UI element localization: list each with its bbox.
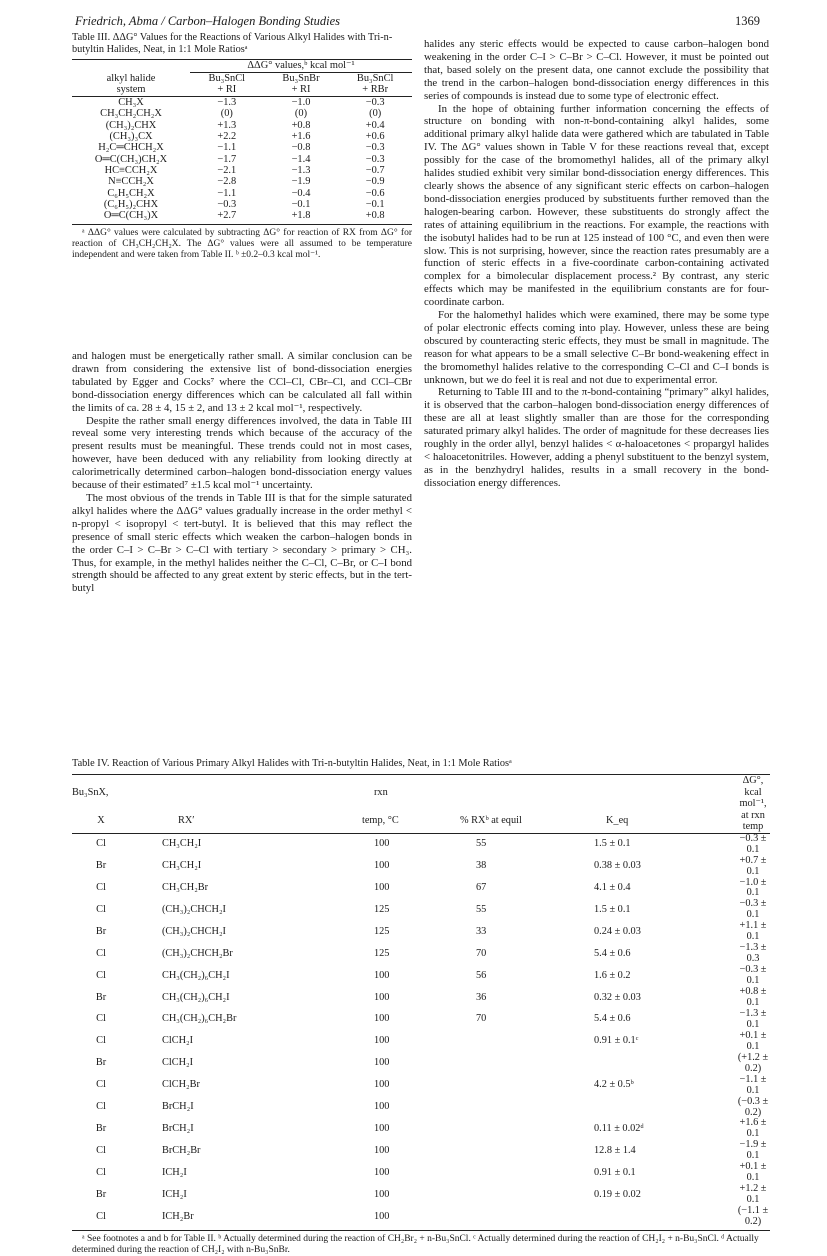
table4-header: ΔG°, kcal mol⁻¹, [739,775,767,810]
table4-pct: 70 [476,1013,487,1025]
table4-temp: 100 [374,1079,390,1091]
table4-row [72,1206,770,1228]
table4-dg: +0.8 ± 0.1 [739,986,767,1008]
table4-header: K_eq [606,815,629,827]
table4-temp: 100 [374,860,390,872]
table4-dg: −1.1 ± 0.1 [739,1073,767,1096]
table3-reagent-sub: + RI [291,84,311,96]
table4-keq [542,1053,736,1075]
table3-system: (C₆H₅)₂CHX [103,199,159,210]
table4-temp: 100 [374,1013,390,1025]
table3-col-label: system [116,84,146,96]
table3-value: −2.8 [217,176,237,188]
table4-keq: 5.4 ± 0.6 [594,947,631,959]
table4-pct: 38 [476,860,487,872]
table4-pct [442,1053,542,1075]
table3-value: (0) [294,108,308,120]
table4-x: Cl [96,1035,106,1047]
table4-row [72,856,770,878]
table4-temp: 125 [374,947,390,959]
table4-pct: 70 [476,947,487,959]
table4-rx: ICH₂Br [162,1210,194,1222]
table4-temp: 100 [374,838,390,850]
table4-temp: 125 [374,903,390,915]
table4-row [72,943,770,965]
table3-row [72,165,412,176]
table4-dg: +0.7 ± 0.1 [739,854,767,877]
table4-x: Br [95,991,107,1003]
table4-keq: 12.8 ± 1.4 [594,1144,636,1156]
table3-system: (CH₃)₂CHX [105,119,157,131]
table3-value: −0.3 [365,142,385,154]
table4-temp: 100 [374,991,390,1003]
table4-row [72,1118,770,1140]
running-title: Friedrich, Abma / Carbon–Halogen Bonding Studies [75,14,341,28]
table4-dg: −1.9 ± 0.1 [739,1139,767,1162]
table3-value: +2.2 [217,130,237,142]
table4-rx: ClCH₂Br [162,1079,200,1091]
table3-value: +0.4 [365,119,385,131]
table4-header: temp, °C [362,815,399,827]
table3-reagent: Bu₃SnBr [282,72,320,84]
table3-value: +0.8 [365,210,385,222]
table4-temp: 100 [374,1035,390,1047]
table3-reagent-sub: + RBr [362,84,389,96]
table4-dg: +1.1 ± 0.1 [739,920,767,943]
table4-row [72,833,770,855]
table3-value: −1.3 [291,164,311,176]
table3-value: −0.7 [365,164,385,176]
table4-x: Br [95,1057,107,1069]
table4-x: Cl [96,947,106,959]
table4-keq [542,1097,736,1119]
table4-keq: 0.91 ± 0.1 [594,1166,636,1178]
table4-rx: CH₃CH₂I [162,860,202,872]
paragraph: For the halomethyl halides which were examined, there may be some type of polar electronic effects coming into play. However, unless these are being obscured by counteracting steric effects, they must be small in magnitude. The reason for what appears to be a small selective C–Br bond-weakening effect in the bromomethyl halides relative to the corresponding C–Cl and C–I bonds is unknown, but we do feel it is real and not due to experimental error. [424,309,769,386]
table3-value: +0.6 [365,130,385,142]
table4-row [72,987,770,1009]
table4-header: at rxn temp [741,809,765,833]
table4-header: % RXᵇ at equil [460,815,522,827]
table4-x: Cl [96,903,106,915]
table4-x: Br [95,1122,107,1134]
table4-rx: CH₃(CH₂)₆CH₂I [162,991,230,1003]
table4-pct: 55 [476,903,487,915]
table4-dg: −1.3 ± 0.1 [739,1007,767,1030]
table4-rx: ICH₂I [162,1166,187,1178]
table4-dg: −1.0 ± 0.1 [739,876,767,899]
table3-grid [72,60,412,221]
table3-value: −0.1 [291,199,311,210]
table3-row [72,120,412,131]
table4-pct: 36 [476,991,487,1003]
table3-value: −0.1 [365,199,385,210]
table3-footnote: ᵃ ΔΔG° values were calculated by subtracting ΔG° for reaction of RX from ΔG° for reaction of CH₃CH₂CH₂X. The ΔG° values were all assumed to be temperature independent and were taken from Table II. ᵇ ±0.2–0.3 kcal mol⁻¹. [72,227,412,260]
table3-value: −1.7 [217,153,237,165]
table3-system: N≡CCH₂X [108,176,154,188]
table4-row [72,1162,770,1184]
table3-system: C₆H₅CH₂X [107,187,155,199]
table3-row [72,108,412,119]
table3-value: −1.3 [217,96,237,108]
table4-keq: 0.38 ± 0.03 [594,860,641,872]
table4-temp: 100 [374,969,390,981]
right-column [424,38,769,490]
table4 [72,758,770,1256]
table3-row [72,131,412,142]
table4-row [72,1009,770,1031]
table4-rx: BrCH₂I [162,1101,194,1113]
table4-pct: 33 [476,925,487,937]
table4-temp: 125 [374,925,390,937]
table4-pct [442,1097,542,1119]
table3-value: −1.1 [217,142,237,154]
table3-row [72,188,412,199]
table4-pct [442,1075,542,1097]
table4-header: rxn [374,786,388,798]
table3-value: +0.8 [291,119,311,131]
table3-value: −1.0 [291,96,311,108]
table4-x: Cl [96,1079,106,1091]
table4-keq: 0.19 ± 0.02 [594,1188,641,1200]
table4-temp: 100 [374,1166,390,1178]
table4-temp: 100 [374,1144,390,1156]
table4-dg: +0.1 ± 0.1 [739,1161,767,1184]
table3-value: +1.8 [291,210,311,222]
table4-x: Cl [96,1210,106,1222]
table4-rx: CH₃CH₂I [162,838,202,850]
table4-temp: 100 [374,1057,390,1069]
table3-system: (CH₃)₃CX [109,130,153,142]
table4-keq: 0.11 ± 0.02ᵈ [594,1122,644,1134]
table4-keq: 4.1 ± 0.4 [594,881,631,893]
table3-reagent-sub: + RI [217,84,237,96]
table4-header: RX′ [178,815,195,827]
table4-rx: CH₃(CH₂)₆CH₂Br [162,1013,237,1025]
table3-value: −0.3 [365,153,385,165]
table4-row [72,1053,770,1075]
table4-x: Cl [96,1101,106,1113]
table3-value: −1.9 [291,176,311,188]
table4-rx: ClCH₂I [162,1035,194,1047]
table3-value: −0.3 [365,96,385,108]
table4-pct [442,1031,542,1053]
paragraph: halides any steric effects would be expected to cause carbon–halogen bond weakening in the order C–I > C–Br > C–Cl. However, it must be pointed out that, based solely on the present data, one cannot exclude the possibility that the trend in the carbon–halogen bond-dissociation energy differences in this series of compounds is instead due to some type of electronic effect. [424,38,769,102]
table4-keq: 4.2 ± 0.5ᵇ [594,1079,634,1091]
paragraph: The most obvious of the trends in Table III is that for the simple saturated alkyl halides where the ΔΔG° values gradually increase in the order methyl < n-propyl < isopropyl < tert-butyl. It is believed that this may reflect the presence of small steric effects which weaken the carbon–halogen bonds in the order C–I > C–Br > C–Cl with tertiary > secondary > primary > CH₃. Thus, for example, in the methyl halides neither the C–Cl, C–Br, or C–I bond strength should be affected to any great extent by steric effects, but in the tert-butyl [72,491,412,595]
table4-keq: 1.5 ± 0.1 [594,838,631,850]
table4-x: Cl [96,1144,106,1156]
table4-keq: 1.5 ± 0.1 [594,903,631,915]
table4-rx: (CH₃)₂CHCH₂Br [162,947,233,959]
table3-row [72,96,412,108]
table4-x: Br [95,860,107,872]
table3-row [72,176,412,187]
table3-caption: Table III. ΔΔG° Values for the Reactions of Various Alkyl Halides with Tri-n-butyltin Halides, Neat, in 1:1 Mole Ratiosᵃ [72,32,393,56]
table4-x: Cl [96,1013,106,1025]
table4-pct [442,1140,542,1162]
table4-rx: ICH₂I [162,1188,187,1200]
table3-value: +1.6 [291,130,311,142]
table4-row [72,899,770,921]
table3-value: −1.1 [217,187,237,199]
table4-dg: −0.3 ± 0.1 [739,964,767,987]
table3-system: HC≡CCH₂X [104,164,158,176]
table4-pct: 67 [476,881,487,893]
table4-rx: (CH₃)₂CHCH₂I [162,903,226,915]
table4-row [72,1097,770,1119]
table4-pct [442,1206,542,1228]
table4-temp: 100 [374,881,390,893]
table4-keq: 5.4 ± 0.6 [594,1013,631,1025]
table3-value: +1.3 [217,119,237,131]
table4-x: Br [95,1188,107,1200]
table4-keq: 1.6 ± 0.2 [594,969,631,981]
table4-row [72,1031,770,1053]
table3-reagent: Bu₃SnCl [208,72,246,84]
table4-rx: ClCH₂I [162,1057,194,1069]
table4-dg: (−0.3 ± 0.2) [737,1095,769,1118]
table3-system: O═C(CH₃)CH₂X [94,153,168,165]
table4-rx: CH₃(CH₂)₆CH₂I [162,969,230,981]
table3-value: −2.1 [217,164,237,176]
table3-system: CH₃CH₂CH₂X [100,108,162,120]
table4-dg: +0.1 ± 0.1 [739,1029,767,1052]
table3-row [72,210,412,221]
table4-rx: BrCH₂I [162,1122,194,1134]
paragraph: Returning to Table III and to the π-bond-containing “primary” alkyl halides, it is observed that the carbon–halogen bond-dissociation energy differences of these are all at least slightly smaller than are those for the corresponding saturated primary alkyl halides. The order of magnitude for these decreases lies roughly in the order allyl, benzyl halides < α-haloacetones < propargyl halides < haloacetonitriles. However, adding a phenyl substituent to the benzyl system, as in the benzhydryl halides, results in a small recovery in the bond-dissociation energy differences. [424,386,769,489]
table4-x: Cl [96,1166,106,1178]
table4-pct: 55 [476,838,487,850]
table3-system: H₂C═CHCH₂X [98,142,164,154]
table4-row [72,921,770,943]
table4-keq: 0.32 ± 0.03 [594,991,641,1003]
table4-pct [442,1118,542,1140]
table3-value: −1.4 [291,153,311,165]
table4-dg: (+1.2 ± 0.2) [737,1051,769,1074]
table4-rx: (CH₃)₂CHCH₂I [162,925,226,937]
table3-value: −0.3 [217,199,237,210]
table4-temp: 100 [374,1122,390,1134]
table4-footnote: ᵃ See footnotes a and b for Table II. ᵇ Actually determined during the reaction of CH₂Br₂ + n-Bu₃SnCl. ᶜ Actually determined during the reaction of CH₂I₂ + n-Bu₃SnCl. ᵈ Actually determined during the reaction of CH₂I₂ with n-Bu₃SnBr. [72,1234,759,1256]
table4-dg: −0.3 ± 0.1 [739,832,767,855]
table4-dg: −1.3 ± 0.3 [739,942,767,965]
table4-temp: 100 [374,1101,390,1113]
table3-group-header: ΔΔG° values,ᵇ kcal mol⁻¹ [190,60,412,72]
table3-row [72,199,412,210]
table3-value: −0.6 [365,187,385,199]
paragraph: In the hope of obtaining further information concerning the effects of structure on bonding with non-π-bond-containing alkyl halides, some additional primary alkyl halide data were gathered which are tabulated in Table IV. The ΔG° values shown in Table V for these reactions reveal that, except possibly for the case of the bromomethyl halides, all of the primary alkyl halides studied exhibit very similar bond-dissociation energy differences. This clearly shows the absence of any significant steric effects on carbon–halogen bond-dissociation energies produced by substituents further removed than the halogen-bearing carbon. However, these substituents do strongly affect the rates of attaining equilibrium in the reactions. For example, the reactions with the isobutyl halides had to be run at 125 instead of 100 °C, and even then were slow. This is not surprising, however, since the reaction rates presumably are a function of steric effects in a five-coordinate carbon-containing activated complex for a bimolecular displacement process.² By contrast, any steric effects which may be manifested in the equilibrium constants are for four-coordinate carbon. [424,102,769,309]
table3-reagent: Bu₃SnCl [356,72,394,84]
table3-row [72,142,412,153]
table4-keq [542,1206,736,1228]
table3-value: (0) [220,108,233,120]
table4-row [72,1075,770,1097]
table4-rx: CH₃CH₂Br [162,881,209,893]
table3-system: CH₃X [118,96,144,108]
table4-temp: 100 [374,1188,390,1200]
table4-x: Cl [96,838,106,850]
table4-row [72,965,770,987]
table3-value: −0.8 [291,142,311,154]
left-column [72,32,412,261]
left-body [72,350,412,595]
paragraph: Despite the rather small energy differences involved, the data in Table III reveal some very interesting trends which because of the accuracy of the present results must be meaningful. These trends could not in most cases, however, have been deduced with any reliability from looking directly at calorimetrically determined carbon–halogen bond-dissociation energy values because of their estimated⁷ ±1.5 kcal mol⁻¹ uncertainty. [72,414,412,492]
table4-pct [442,1162,542,1184]
table3-value: (0) [369,108,382,120]
table4-row [72,1184,770,1206]
page-number: 1369 [735,14,760,28]
table3-system: O═C(CH₃)X [103,210,159,222]
table4-pct: 56 [476,969,487,981]
table4-dg: −0.3 ± 0.1 [739,898,767,921]
table3 [72,32,412,261]
table4-caption: Table IV. Reaction of Various Primary Alkyl Halides with Tri-n-butyltin Halides, Neat, in 1:1 Mole Ratiosᵃ [72,758,512,769]
table4-header: Bu₃SnX, [72,786,109,798]
table3-value: −0.4 [291,187,311,199]
table3-value: −0.9 [365,176,385,188]
table4-grid [72,775,770,1228]
table4-dg: +1.2 ± 0.1 [739,1183,767,1206]
table4-dg: +1.6 ± 0.1 [739,1117,767,1140]
table4-row [72,878,770,900]
table3-value: +2.7 [217,210,237,222]
table4-pct [442,1184,542,1206]
table4-dg: (−1.1 ± 0.2) [737,1205,769,1228]
table3-col-label: alkyl halide [106,72,156,84]
table4-x: Cl [96,881,106,893]
table4-keq: 0.91 ± 0.1ᶜ [594,1035,639,1047]
table4-temp: 100 [374,1210,390,1222]
table3-row [72,154,412,165]
table4-x: Br [95,925,107,937]
table4-rx: BrCH₂Br [162,1144,201,1156]
table4-keq: 0.24 ± 0.03 [594,925,641,937]
table4-header: X [97,815,105,827]
table4-x: Cl [96,969,106,981]
paragraph: and halogen must be energetically rather small. A similar conclusion can be drawn from considering the extensive list of bond-dissociation energies tabulated by Egger and Cocks⁷ where the CCl–Cl, CBr–Cl, and CCl–CBr bond-dissociation energy differences which can be calculated all fall within the limits of ca. 28 ± 4, 15 ± 2, and 13 ± 2 kcal mol⁻¹, respectively. [72,350,412,414]
table4-row [72,1140,770,1162]
